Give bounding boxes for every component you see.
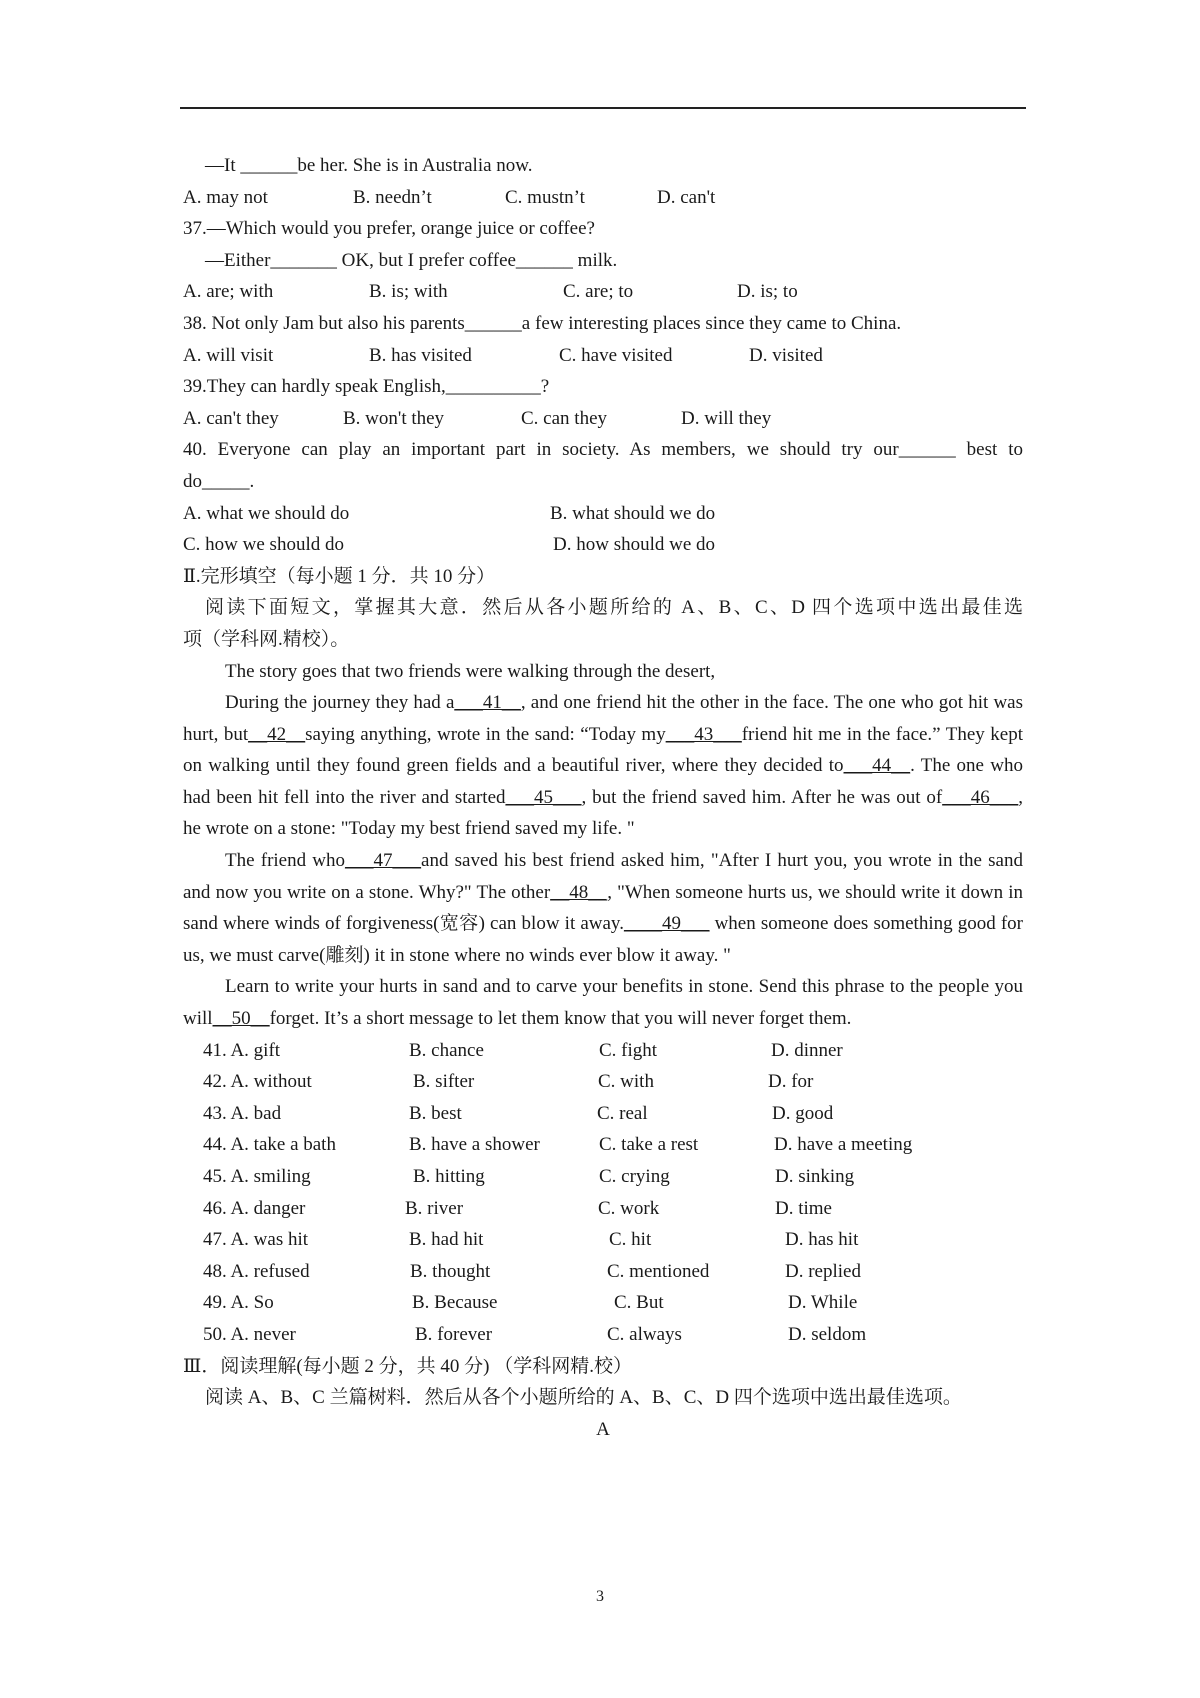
q39-options [183,403,1023,435]
q39-option-b: B. won't they [343,407,445,429]
document-body [183,150,1023,1445]
q39-option-a: A. can't they [183,407,279,429]
blank-43: ___43___ [665,723,742,745]
q36-option-c: C. mustn’t [505,186,585,208]
option-row-43: 43. A. bad B. best C. real D. good [203,1102,834,1124]
q38-option-d: D. visited [749,344,823,366]
section3-heading: Ⅲ．阅读理解(每小题 2 分，共 40 分) （学科网精.校） [183,1355,632,1377]
q38-option-c: C. have visited [559,344,673,366]
q39-question: 39.They can hardly speak English,__________? [183,376,550,398]
q37-options [183,276,1023,308]
passage-paragraph-3: The friend who___47___and saved his best friend asked him, "After I hurt you, you wrote in the sand and now you write on a stone. Why?" The other__48__, "When someone hurts us, we should write it down in sand where winds of forgiveness(宽容) can blow it away.____49___ when someone does something good for us, we must carve(雕刻) it in stone where no winds ever blow it away. " [183,850,1024,966]
option-row-42: 42. A. without B. sifter C. with D. for [203,1071,814,1093]
header-rule [180,107,1026,109]
q40-option-a: A. what we should do [183,502,350,524]
q38-question: 38. Not only Jam but also his parents______a few interesting places since they came to China. [183,312,902,334]
passage-paragraph-2: During the journey they had a___41__, and one friend hit the other in the face. The one who got hit was hurt, but__42__saying anything, wrote in the sand: “Today my___43___friend hit me in the face.” They kept on walking until they found green fields and a beautiful river, where they decided to___44__. The one who had been hit fell into the river and started___45___, but the friend saved him. After he was out of___46___, he wrote on a stone: "Today my best friend saved my life. " [183,692,1024,840]
q36-option-b: B. needn’t [353,186,432,208]
blank-50: __50__ [212,1008,270,1030]
blank-42: __42__ [248,723,306,745]
option-row-45: 45. A. smiling B. hitting C. crying D. sinking [203,1166,855,1187]
q37-option-d: D. is; to [737,281,798,303]
q39-option-d: D. will they [681,407,772,429]
q37-option-a: A. are; with [183,281,274,303]
section2-heading: Ⅱ.完形填空（每小题 1 分．共 10 分） [183,565,496,587]
blank-47: ___47___ [345,850,422,872]
q36-option-a: A. may not [183,186,268,208]
option-row-44: 44. A. take a bath B. have a shower C. take a rest D. have a meeting [203,1134,913,1156]
q40-question-line2: do_____. [183,470,255,492]
q37-question: 37.—Which would you prefer, orange juice or coffee? [183,218,595,240]
q37-option-b: B. is; with [369,281,448,303]
blank-46: ___46___ [942,786,1019,808]
q40-question-line1: 40. Everyone can play an important part in society. As members, we should try our______ best to [183,439,1023,461]
cloze-options [183,1035,1023,1351]
passage-paragraph-1: The story goes that two friends were walking through the desert, [225,660,716,682]
q38-option-b: B. has visited [369,344,472,366]
q36-options [183,182,1023,214]
section2-instruction-line1: 阅读下面短文，掌握其大意．然后从各小题所给的 A、B、C、D 四个选项中选出最佳选 [205,597,1023,619]
q37-answer-line: —Either_______ OK, but I prefer coffee______ milk. [205,249,618,271]
option-row-41: 41. A. gift B. chance C. fight D. dinner [203,1039,843,1061]
q40-option-c: C. how we should do [183,534,344,556]
blank-45: ___45___ [505,786,582,808]
option-row-49: 49. A. So B. Because C. But D. While [203,1292,858,1314]
option-row-48: 48. A. refused B. thought C. mentioned D. replied [203,1260,861,1282]
q38-option-a: A. will visit [183,344,274,366]
q37-option-c: C. are; to [563,281,634,303]
option-row-46: 46. A. danger B. river C. work D. time [203,1197,832,1219]
q40-options-row1 [183,498,1023,530]
section2-instruction-line2: 项（学科网.精校）。 [183,628,350,650]
q40-option-d: D. how should we do [553,534,716,556]
section3-part-label: A [596,1418,610,1440]
blank-41: ___41__ [454,692,521,714]
section3-instruction: 阅读 A、B、C 兰篇树料．然后从各个小题所给的 A、B、C、D 四个选项中选出最佳选项。 [205,1387,962,1409]
blank-49: ____49___ [623,913,710,935]
q39-option-c: C. can they [521,407,608,429]
q38-options [183,340,1023,372]
blank-44: ___44__ [843,755,911,777]
passage-paragraph-4: Learn to write your hurts in sand and to carve your benefits in stone. Send this phrase to the people you will__50__forget. It’s a short message to let them know that you will never forget them. [183,976,1023,1030]
option-row-47: 47. A. was hit B. had hit C. hit D. has hit [203,1229,859,1251]
q36-answer-line: —It ______be her. She is in Australia now. [205,155,533,176]
q40-options-row2 [183,529,1023,561]
blank-48: __48__, [550,881,612,903]
q36-option-d: D. can't [657,186,716,208]
page-number: 3 [596,1588,604,1605]
option-row-50: 50. A. never B. forever C. always D. seldom [203,1323,867,1345]
q40-option-b: B. what should we do [550,502,716,524]
